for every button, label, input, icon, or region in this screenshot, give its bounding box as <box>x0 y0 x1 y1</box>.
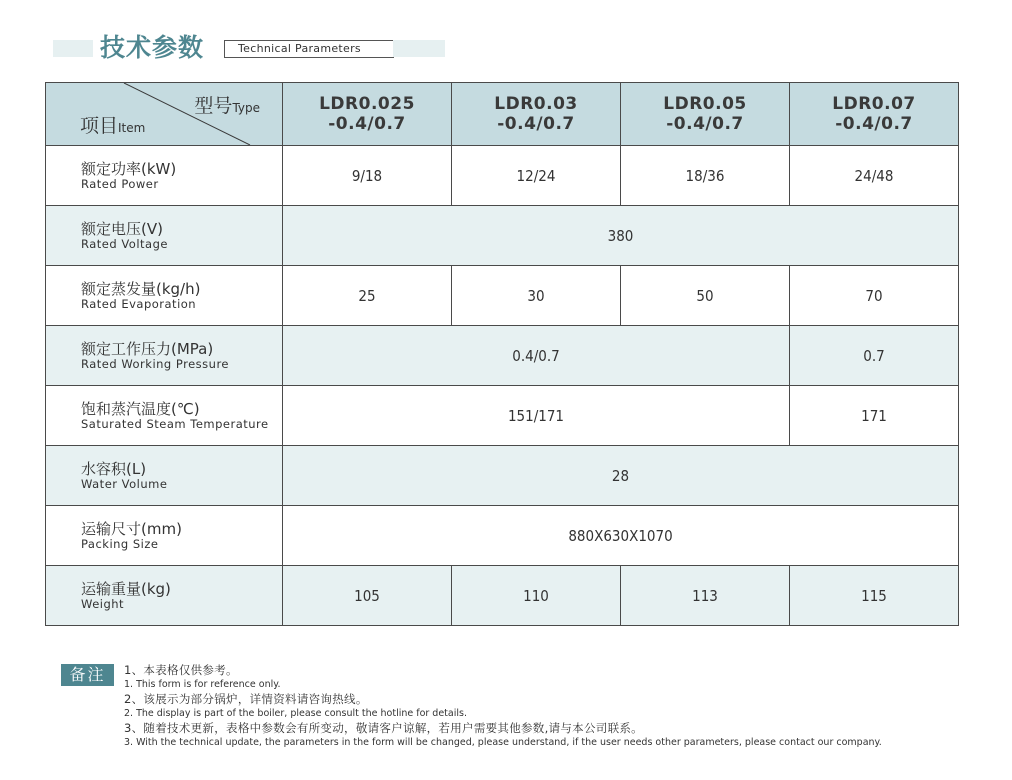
note-cn: 2、该展示为部分锅炉，详情资料请咨询热线。 <box>124 692 368 706</box>
row-label-cell <box>46 386 283 446</box>
item-header-label: 项目Item <box>80 115 146 137</box>
value-cell: 115 <box>790 566 959 626</box>
note-en: 1. This form is for reference only. <box>124 679 281 690</box>
row-label-cn: 水容积(L) <box>81 459 147 478</box>
page-subtitle: Technical Parameters <box>224 40 394 58</box>
table-row <box>46 146 959 206</box>
row-label-en: Rated Working Pressure <box>81 356 229 371</box>
table-row <box>46 506 959 566</box>
row-label-cell <box>46 566 283 626</box>
row-label-cell <box>46 446 283 506</box>
model-header-cell: LDR0.05 -0.4/0.7 <box>621 83 790 146</box>
value-cell: 12/24 <box>452 146 621 206</box>
value-cell: 113 <box>621 566 790 626</box>
table-header-row <box>46 83 959 146</box>
row-label-en: Rated Evaporation <box>81 296 197 311</box>
value-cell: 880X630X1070 <box>283 506 959 566</box>
row-label-en: Rated Voltage <box>81 236 168 251</box>
value-cell: 380 <box>283 206 959 266</box>
table-row <box>46 326 959 386</box>
row-label-cn: 额定电压(V) <box>81 219 163 238</box>
row-label-en: Packing Size <box>81 536 159 551</box>
value-cell: 171 <box>790 386 959 446</box>
type-header-label: 型号Type <box>194 95 260 117</box>
row-label-en: Weight <box>81 596 125 611</box>
row-label-en: Water Volume <box>81 476 168 491</box>
value-cell: 18/36 <box>621 146 790 206</box>
corner-header-cell <box>46 83 283 146</box>
page-title: 技术参数 <box>100 33 205 62</box>
row-label-cell <box>46 326 283 386</box>
title-band-right <box>393 40 445 57</box>
row-label-cn: 额定功率(kW) <box>81 159 177 178</box>
row-label-cell <box>46 506 283 566</box>
value-cell: 0.4/0.7 <box>283 326 790 386</box>
value-cell: 50 <box>621 266 790 326</box>
value-cell: 9/18 <box>283 146 452 206</box>
row-label-cn: 额定蒸发量(kg/h) <box>81 279 201 298</box>
model-header-cell: LDR0.03 -0.4/0.7 <box>452 83 621 146</box>
row-label-cell <box>46 206 283 266</box>
notes-badge: 备注 <box>61 664 114 686</box>
note-cn: 3、随着技术更新，表格中参数会有所变动，敬请客户谅解，若用户需要其他参数,请与本公司联系。 <box>124 721 643 735</box>
table-row <box>46 266 959 326</box>
table-row <box>46 206 959 266</box>
spec-table <box>45 82 959 626</box>
table-row <box>46 566 959 626</box>
row-label-cn: 饱和蒸汽温度(℃) <box>81 399 200 418</box>
row-label-cn: 额定工作压力(MPa) <box>81 339 214 358</box>
value-cell: 28 <box>283 446 959 506</box>
value-cell: 70 <box>790 266 959 326</box>
table-row <box>46 386 959 446</box>
title-band-left <box>53 40 93 57</box>
model-header-cell: LDR0.025 -0.4/0.7 <box>283 83 452 146</box>
value-cell: 151/171 <box>283 386 790 446</box>
value-cell: 24/48 <box>790 146 959 206</box>
note-cn: 1、本表格仅供参考。 <box>124 663 238 677</box>
value-cell: 25 <box>283 266 452 326</box>
value-cell: 0.7 <box>790 326 959 386</box>
row-label-cn: 运输尺寸(mm) <box>81 519 182 538</box>
note-en: 3. With the technical update, the parameters in the form will be changed, please understand, if the user needs other parameters, please contact our company. <box>124 737 882 748</box>
table-row <box>46 446 959 506</box>
note-en: 2. The display is part of the boiler, please consult the hotline for details. <box>124 708 467 719</box>
row-label-en: Saturated Steam Temperature <box>81 416 269 431</box>
row-label-cell <box>46 266 283 326</box>
value-cell: 105 <box>283 566 452 626</box>
notes-list <box>124 663 882 750</box>
row-label-en: Rated Power <box>81 176 159 191</box>
row-label-cell <box>46 146 283 206</box>
value-cell: 110 <box>452 566 621 626</box>
row-label-cn: 运输重量(kg) <box>81 579 171 598</box>
model-header-cell: LDR0.07 -0.4/0.7 <box>790 83 959 146</box>
value-cell: 30 <box>452 266 621 326</box>
